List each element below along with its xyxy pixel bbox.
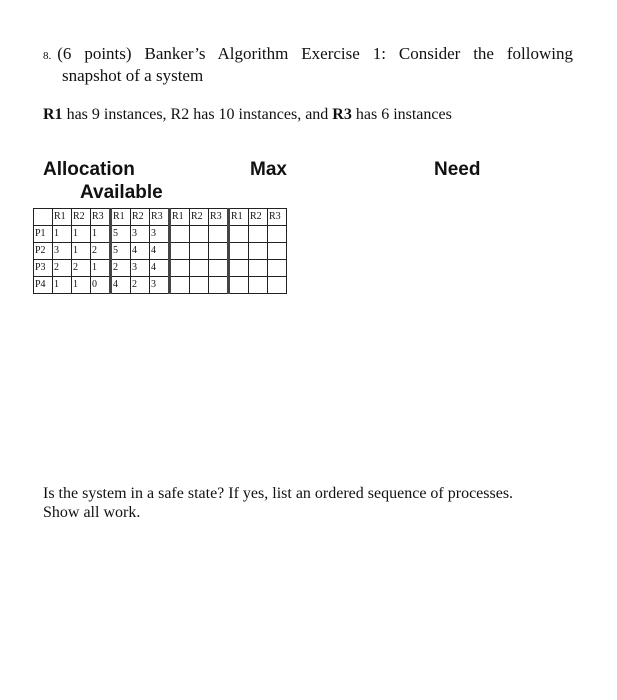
need-cell [170, 226, 190, 243]
col-header: R2 [190, 209, 209, 226]
max-cell: 3 [131, 260, 150, 277]
col-header: R1 [53, 209, 72, 226]
allocation-cell: 1 [53, 277, 72, 294]
resource-text-2: has 6 instances [351, 106, 452, 123]
available-cell [268, 243, 287, 260]
col-header: R2 [72, 209, 91, 226]
max-cell: 5 [111, 243, 131, 260]
max-cell: 3 [131, 226, 150, 243]
need-cell [190, 226, 209, 243]
available-cell [229, 260, 249, 277]
col-header: R3 [268, 209, 287, 226]
max-heading: Max [250, 159, 287, 180]
table-row [34, 277, 287, 294]
table-row [34, 260, 287, 277]
need-cell [190, 243, 209, 260]
max-cell: 5 [111, 226, 131, 243]
allocation-cell: 1 [53, 226, 72, 243]
process-id: P4 [34, 277, 53, 294]
max-cell: 3 [150, 226, 170, 243]
available-cell [268, 226, 287, 243]
available-cell [249, 243, 268, 260]
snapshot-table [33, 208, 287, 294]
process-id: P3 [34, 260, 53, 277]
allocation-cell: 1 [91, 260, 111, 277]
col-header: R1 [111, 209, 131, 226]
need-cell [209, 277, 229, 294]
resource-r1: R1 [43, 106, 63, 123]
allocation-cell: 2 [72, 260, 91, 277]
available-cell [229, 277, 249, 294]
allocation-cell: 2 [53, 260, 72, 277]
max-cell: 4 [150, 260, 170, 277]
allocation-cell: 1 [72, 243, 91, 260]
available-cell [249, 277, 268, 294]
col-header: R3 [91, 209, 111, 226]
col-header: R1 [229, 209, 249, 226]
need-cell [170, 243, 190, 260]
allocation-cell: 3 [53, 243, 72, 260]
col-header: R2 [131, 209, 150, 226]
table-row [34, 243, 287, 260]
col-header: R3 [150, 209, 170, 226]
question-text-continued: snapshot of a system [62, 66, 204, 85]
available-cell [268, 277, 287, 294]
need-cell [170, 277, 190, 294]
available-cell [229, 243, 249, 260]
allocation-cell: 0 [91, 277, 111, 294]
closing-question [43, 484, 513, 522]
max-cell: 3 [150, 277, 170, 294]
question-text: (6 points) Banker’s Algorithm Exercise 1: Consider the following [57, 44, 573, 63]
need-cell [190, 277, 209, 294]
process-id: P2 [34, 243, 53, 260]
process-id: P1 [34, 226, 53, 243]
need-cell [209, 243, 229, 260]
max-cell: 2 [131, 277, 150, 294]
allocation-cell: 1 [72, 277, 91, 294]
max-cell: 2 [111, 260, 131, 277]
max-cell: 4 [111, 277, 131, 294]
allocation-cell: 2 [91, 243, 111, 260]
need-cell [209, 226, 229, 243]
allocation-cell: 1 [72, 226, 91, 243]
col-header: R3 [209, 209, 229, 226]
max-cell: 4 [150, 243, 170, 260]
allocation-heading: Allocation [43, 159, 135, 180]
resource-r3: R3 [332, 106, 352, 123]
max-cell: 4 [131, 243, 150, 260]
corner-cell [34, 209, 53, 226]
allocation-cell: 1 [91, 226, 111, 243]
col-header: R2 [249, 209, 268, 226]
table-row [34, 226, 287, 243]
closing-line-2: Show all work. [43, 504, 141, 521]
need-cell [170, 260, 190, 277]
question-line-1 [43, 44, 573, 64]
col-header: R1 [170, 209, 190, 226]
available-cell [249, 260, 268, 277]
available-cell [268, 260, 287, 277]
available-heading: Available [80, 182, 163, 203]
available-cell [249, 226, 268, 243]
need-cell [190, 260, 209, 277]
need-cell [209, 260, 229, 277]
resource-description [43, 106, 452, 124]
available-cell [229, 226, 249, 243]
question-number: 8. [43, 50, 52, 62]
closing-line-1: Is the system in a safe state? If yes, list an ordered sequence of processes. [43, 485, 514, 502]
resource-text-1: has 9 instances, R2 has 10 instances, and [62, 106, 333, 123]
table-header-row [34, 209, 287, 226]
need-heading: Need [434, 159, 481, 180]
